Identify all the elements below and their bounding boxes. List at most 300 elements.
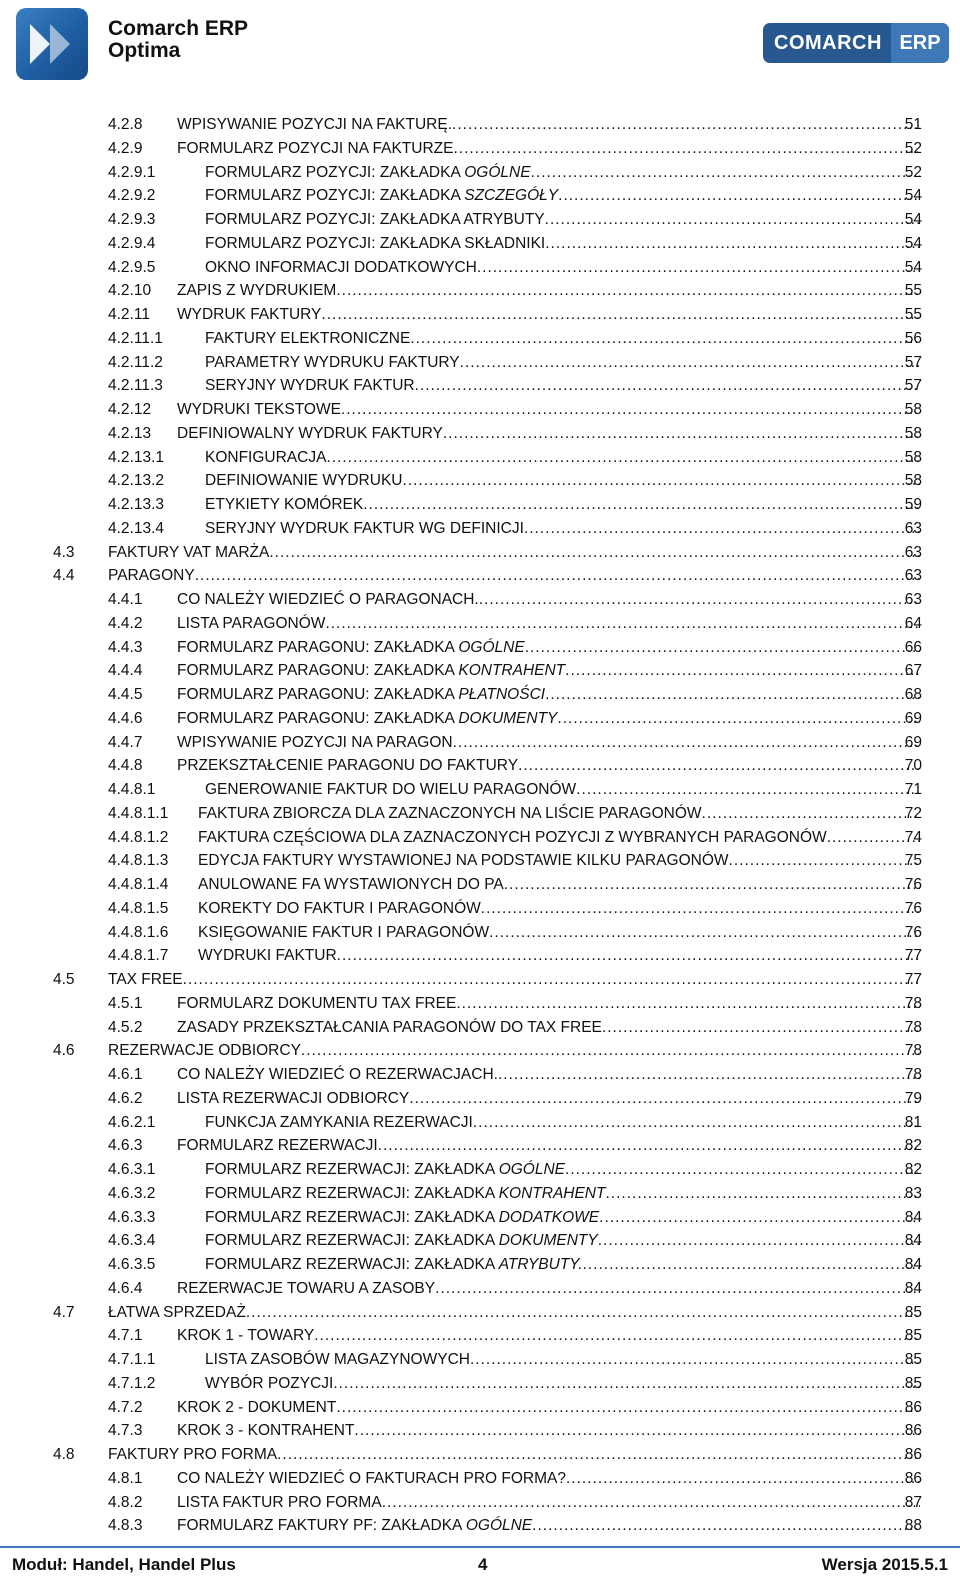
- toc-entry-title-text: FAKTURY VAT MARŻA: [108, 543, 270, 561]
- toc-entry-number: 4.2.12: [108, 401, 152, 418]
- toc-entry[interactable]: [0, 1515, 960, 1537]
- toc-entry-title-wrap: [177, 613, 920, 635]
- toc-entry-title-text: WYDRUK FAKTURY: [177, 306, 322, 323]
- toc-entry[interactable]: [0, 589, 960, 611]
- toc-entry-page: 76: [904, 923, 922, 941]
- toc-entry[interactable]: [0, 1325, 960, 1347]
- toc-entry-page: 76: [904, 899, 922, 917]
- toc-dot-leader: [183, 969, 920, 991]
- toc-entry-title-text: FORMULARZ PARAGONU: ZAKŁADKA: [177, 709, 459, 727]
- toc-entry[interactable]: [0, 898, 960, 920]
- toc-entry-number: 4.3: [53, 543, 75, 561]
- toc-entry[interactable]: [0, 494, 960, 516]
- toc-entry[interactable]: [0, 114, 960, 136]
- toc-entry-page: 54: [904, 234, 922, 252]
- toc-entry-title: [177, 684, 545, 706]
- toc-dot-leader: [336, 1397, 920, 1419]
- toc-entry-title: [205, 1159, 565, 1181]
- toc-dot-leader: [583, 1254, 920, 1276]
- toc-entry-title-wrap: [198, 898, 920, 920]
- chevron-right-icon: [50, 24, 70, 64]
- toc-entry-title-wrap: [177, 589, 920, 611]
- toc-dot-leader: [453, 138, 920, 160]
- toc-dot-leader: [545, 233, 920, 255]
- toc-entry[interactable]: [0, 162, 960, 184]
- toc-entry-number: 4.2.9.1: [108, 163, 156, 181]
- toc-entry-number: 4.2.10: [108, 282, 152, 300]
- toc-entry-number: 4.6.4: [108, 1279, 143, 1297]
- toc-dot-leader: [456, 993, 920, 1015]
- toc-dot-leader: [545, 209, 920, 231]
- toc-entry-page: 63: [904, 519, 922, 537]
- toc-entry-title-wrap: [177, 1420, 920, 1442]
- brand-suffix: ERP: [891, 23, 949, 63]
- toc-entry-title-text: LISTA FAKTUR PRO FORMA: [177, 1493, 382, 1511]
- toc-dot-leader: [314, 1325, 920, 1347]
- toc-entry[interactable]: [0, 755, 960, 777]
- toc-entry-title-text: KONFIGURACJA: [205, 448, 327, 466]
- toc-entry-title-wrap: [205, 1159, 920, 1181]
- toc-entry-title-wrap: [205, 470, 920, 492]
- toc-entry-title: [205, 1349, 470, 1371]
- toc-entry-title-text: LISTA ZASOBÓW MAGAZYNOWYCH: [205, 1351, 470, 1368]
- toc-entry-page: 78: [904, 1066, 922, 1083]
- toc-entry-title-wrap: [177, 684, 920, 706]
- toc-entry[interactable]: [0, 447, 960, 469]
- toc-entry-page: 55: [904, 306, 922, 323]
- toc-entry-page: 76: [904, 876, 922, 893]
- toc-entry-page: 74: [904, 828, 922, 846]
- toc-entry-title: [205, 1112, 473, 1134]
- toc-entry-title-text: FAKTURY ELEKTRONICZNE: [205, 329, 411, 347]
- toc-entry[interactable]: [0, 1112, 960, 1134]
- toc-entry-title: [198, 898, 481, 920]
- toc-entry[interactable]: [0, 1207, 960, 1229]
- toc-entry-page: 82: [904, 1137, 922, 1155]
- toc-entry-title-wrap: [108, 1040, 920, 1062]
- toc-dot-leader: [565, 660, 920, 682]
- toc-dot-leader: [557, 708, 920, 730]
- toc-entry-title: [177, 423, 443, 445]
- toc-entry-number: 4.6.1: [108, 1066, 143, 1083]
- toc-entry-title: [205, 1183, 605, 1205]
- toc-dot-leader: [453, 732, 920, 754]
- toc-entry[interactable]: [0, 209, 960, 231]
- toc-dot-leader: [702, 803, 920, 825]
- toc-entry[interactable]: [0, 1492, 960, 1514]
- toc-entry-title: [177, 1397, 336, 1419]
- toc-entry[interactable]: [0, 1278, 960, 1300]
- toc-entry[interactable]: [0, 1468, 960, 1490]
- toc-entry-number: 4.8.2: [108, 1493, 143, 1511]
- toc-entry[interactable]: [0, 1349, 960, 1371]
- toc-entry-title: [205, 352, 460, 374]
- toc-entry-title-text: PARAMETRY WYDRUKU FAKTURY: [205, 353, 460, 371]
- toc-entry-title-wrap: [205, 257, 920, 279]
- toc-entry-page: 59: [904, 496, 922, 513]
- toc-entry-page: 54: [904, 258, 922, 276]
- toc-entry-title: [198, 803, 702, 825]
- toc-entry[interactable]: [0, 1373, 960, 1395]
- toc-entry-title: [177, 1064, 498, 1086]
- toc-entry-title-wrap: [198, 850, 920, 872]
- toc-entry[interactable]: [0, 375, 960, 397]
- toc-entry-title: [205, 1254, 583, 1276]
- toc-entry-title-wrap: [205, 185, 920, 207]
- toc-entry[interactable]: [0, 874, 960, 896]
- toc-entry-page: 86: [904, 1446, 922, 1463]
- toc-dot-leader: [269, 542, 920, 564]
- toc-entry-title-text: FORMULARZ FAKTURY PF: ZAKŁADKA: [177, 1517, 466, 1535]
- toc-entry-number: 4.6.3.5: [108, 1256, 156, 1273]
- toc-entry-title-wrap: [177, 114, 920, 136]
- footer-version: Wersja 2015.5.1: [821, 1555, 948, 1574]
- toc-entry-number: 4.7: [53, 1303, 75, 1321]
- toc-entry-title-wrap: [177, 1064, 920, 1086]
- toc-entry-page: 85: [904, 1351, 922, 1368]
- toc-entry-title-text: ZAPIS Z WYDRUKIEM: [177, 282, 337, 300]
- toc-dot-leader: [481, 898, 920, 920]
- toc-entry-number: 4.4.8.1.5: [108, 899, 169, 917]
- toc-entry[interactable]: [0, 1302, 960, 1324]
- toc-entry-title-wrap: [205, 1183, 920, 1205]
- toc-entry-page: 75: [904, 852, 922, 870]
- toc-entry-title-wrap: [177, 423, 920, 445]
- toc-entry-number: 4.4.2: [108, 614, 143, 632]
- toc-dot-leader: [325, 613, 920, 635]
- toc-entry[interactable]: [0, 565, 960, 587]
- toc-entry-page: 86: [904, 1469, 922, 1487]
- toc-entry-title-emphasis: OGÓLNE: [458, 638, 525, 656]
- toc-entry-title-wrap: [177, 755, 920, 777]
- toc-dot-leader: [378, 1135, 920, 1157]
- toc-entry[interactable]: [0, 779, 960, 801]
- toc-dot-leader: [498, 1064, 920, 1086]
- toc-entry-title-text: FORMULARZ POZYCJI: ZAKŁADKA SKŁADNIKI: [205, 234, 546, 252]
- toc-entry-title-wrap: [205, 209, 920, 231]
- toc-entry-title-text: CO NALEŻY WIEDZIEĆ O PARAGONACH.: [177, 591, 479, 608]
- toc-entry-title-wrap: [205, 375, 920, 397]
- toc-entry[interactable]: [0, 922, 960, 944]
- toc-entry-number: 4.4: [53, 567, 75, 585]
- toc-entry-title-text: CO NALEŻY WIEDZIEĆ O REZERWACJACH.: [177, 1066, 498, 1083]
- toc-entry-title-wrap: [177, 1088, 920, 1110]
- toc-entry-number: 4.6.2: [108, 1089, 143, 1107]
- toc-entry-title-text: FORMULARZ PARAGONU: ZAKŁADKA: [177, 686, 459, 703]
- toc-entry-title: [205, 1207, 599, 1229]
- toc-entry-number: 4.7.1: [108, 1327, 143, 1345]
- toc-entry-title-emphasis: ATRYBUTY.: [498, 1256, 583, 1273]
- toc-entry-page: 58: [904, 401, 922, 418]
- toc-entry-title: [177, 1325, 314, 1347]
- toc-entry-title: [177, 1278, 435, 1300]
- toc-entry-title-wrap: [198, 874, 920, 896]
- toc-entry-page: 52: [904, 139, 922, 157]
- toc-dot-leader: [402, 470, 920, 492]
- toc-entry-title-text: ZASADY PRZEKSZTAŁCANIA PARAGONÓW DO TAX FREE: [177, 1018, 602, 1036]
- toc-entry-title-wrap: [177, 1397, 920, 1419]
- product-name-line2: Optima: [108, 39, 181, 62]
- toc-entry[interactable]: [0, 138, 960, 160]
- toc-entry[interactable]: [0, 423, 960, 445]
- page-footer: [0, 1552, 960, 1578]
- toc-dot-leader: [566, 1468, 920, 1490]
- toc-entry-title: [198, 850, 729, 872]
- toc-entry[interactable]: [0, 684, 960, 706]
- toc-entry-title: [205, 328, 410, 350]
- toc-entry[interactable]: [0, 993, 960, 1015]
- toc-entry-number: 4.7.1.2: [108, 1374, 156, 1392]
- toc-entry-title-text: SERYJNY WYDRUK FAKTUR WG DEFINICJI: [205, 519, 524, 537]
- toc-entry[interactable]: [0, 304, 960, 326]
- toc-entry-title-wrap: [177, 280, 920, 302]
- toc-entry-page: 64: [904, 614, 922, 632]
- toc-entry[interactable]: [0, 637, 960, 659]
- toc-entry-title: [177, 755, 518, 777]
- toc-entry-title-text: KROK 1 - TOWARY: [177, 1327, 315, 1345]
- toc-dot-leader: [415, 375, 920, 397]
- toc-entry[interactable]: [0, 732, 960, 754]
- toc-dot-leader: [545, 684, 920, 706]
- toc-entry[interactable]: [0, 280, 960, 302]
- toc-entry-title: [177, 993, 456, 1015]
- toc-entry-page: 69: [904, 733, 922, 751]
- footer-module: Moduł: Handel, Handel Plus: [12, 1555, 236, 1574]
- toc-entry-number: 4.4.4: [108, 662, 143, 680]
- toc-dot-leader: [337, 945, 920, 967]
- toc-entry-page: 84: [904, 1208, 922, 1226]
- toc-entry-title-text: FORMULARZ PARAGONU: ZAKŁADKA: [177, 662, 459, 680]
- toc-entry-number: 4.2.11.3: [108, 377, 163, 395]
- toc-entry[interactable]: [0, 1159, 960, 1181]
- toc-entry[interactable]: [0, 1230, 960, 1252]
- toc-entry-title-wrap: [177, 637, 920, 659]
- toc-entry-title-text: KROK 2 - DOKUMENT: [177, 1398, 337, 1416]
- toc-entry-page: 82: [904, 1161, 922, 1178]
- toc-entry[interactable]: [0, 1017, 960, 1039]
- toc-entry-title-text: FORMULARZ REZERWACJI: ZAKŁADKA: [205, 1208, 499, 1226]
- toc-entry-title-text: PRZEKSZTAŁCENIE PARAGONU DO FAKTURY: [177, 757, 519, 775]
- toc-entry-number: 4.2.11.1: [108, 329, 163, 347]
- toc-entry-title-text: FORMULARZ REZERWACJI: ZAKŁADKA: [205, 1256, 499, 1273]
- toc-entry-title-wrap: [205, 1373, 920, 1395]
- toc-entry-title-emphasis: SZCZEGÓŁY: [464, 187, 559, 205]
- toc-entry-title-wrap: [205, 1230, 920, 1252]
- toc-entry[interactable]: [0, 518, 960, 540]
- toc-entry-number: 4.6.2.1: [108, 1113, 156, 1131]
- toc-entry-title: [177, 1468, 566, 1490]
- toc-entry-number: 4.2.13.4: [108, 519, 165, 537]
- toc-entry-title-wrap: [205, 1112, 920, 1134]
- toc-dot-leader: [321, 304, 920, 326]
- toc-entry-title: [177, 660, 565, 682]
- toc-entry[interactable]: [0, 1444, 960, 1466]
- toc-entry-title: [205, 1230, 598, 1252]
- toc-entry-page: 87: [904, 1493, 922, 1511]
- toc-entry-page: 77: [904, 971, 922, 988]
- toc-entry-title: [177, 114, 452, 136]
- toc-entry-title: [177, 399, 341, 421]
- toc-entry-title: [205, 447, 326, 469]
- toc-entry-title-text: FORMULARZ PARAGONU: ZAKŁADKA: [177, 638, 459, 656]
- toc-entry[interactable]: [0, 470, 960, 492]
- footer-page-number: 4: [478, 1555, 488, 1574]
- toc-entry[interactable]: [0, 233, 960, 255]
- footer-divider: [0, 1546, 960, 1548]
- comarch-erp-optima-logo: [16, 8, 88, 80]
- toc-entry-number: 4.4.8.1.4: [108, 876, 169, 893]
- toc-entry-title: [205, 779, 576, 801]
- toc-entry-title-wrap: [177, 1325, 920, 1347]
- toc-dot-leader: [729, 850, 920, 872]
- toc-dot-leader: [576, 779, 920, 801]
- toc-entry[interactable]: [0, 969, 960, 991]
- toc-entry-title-text: FAKTURA ZBIORCZA DLA ZAZNACZONYCH NA LIŚCIE PARAGONÓW: [198, 804, 702, 822]
- toc-entry-number: 4.2.9.5: [108, 258, 156, 276]
- toc-entry-page: 78: [904, 994, 922, 1012]
- toc-entry-number: 4.4.6: [108, 709, 143, 727]
- toc-entry-number: 4.4.5: [108, 686, 143, 703]
- toc-entry[interactable]: [0, 1420, 960, 1442]
- toc-dot-leader: [473, 1112, 920, 1134]
- toc-entry[interactable]: [0, 1040, 960, 1062]
- comarch-erp-brand-logo: [763, 23, 949, 63]
- toc-entry-page: 51: [904, 116, 922, 133]
- toc-entry-title-text: FORMULARZ POZYCJI NA FAKTURZE: [177, 139, 454, 157]
- toc-dot-leader: [443, 423, 920, 445]
- toc-entry[interactable]: [0, 257, 960, 279]
- toc-dot-leader: [531, 162, 920, 184]
- toc-entry[interactable]: [0, 328, 960, 350]
- toc-entry-number: 4.4.3: [108, 638, 143, 656]
- toc-entry-title-text: FORMULARZ POZYCJI: ZAKŁADKA: [205, 163, 465, 181]
- toc-entry[interactable]: [0, 850, 960, 872]
- toc-entry-title: [177, 708, 557, 730]
- product-name-line1: Comarch ERP: [108, 17, 249, 40]
- toc-entry-page: 57: [904, 353, 922, 371]
- toc-entry-title-wrap: [177, 708, 920, 730]
- toc-entry-number: 4.7.2: [108, 1398, 143, 1416]
- toc-entry[interactable]: [0, 352, 960, 374]
- toc-dot-leader: [470, 1349, 920, 1371]
- toc-entry[interactable]: [0, 1064, 960, 1086]
- toc-entry-title-wrap: [205, 447, 920, 469]
- toc-entry-title-wrap: [205, 1207, 920, 1229]
- toc-entry-title-text: KSIĘGOWANIE FAKTUR I PARAGONÓW: [198, 923, 490, 941]
- toc-dot-leader: [524, 518, 920, 540]
- toc-dot-leader: [336, 280, 920, 302]
- toc-entry-title-text: FORMULARZ POZYCJI: ZAKŁADKA ATRYBUTY: [205, 211, 545, 228]
- toc-entry-title-emphasis: OGÓLNE: [464, 163, 531, 181]
- toc-entry-number: 4.6.3.4: [108, 1232, 156, 1250]
- toc-entry-title: [205, 162, 531, 184]
- toc-entry-number: 4.2.11.2: [108, 353, 163, 371]
- toc-entry-number: 4.5.1: [108, 994, 143, 1012]
- toc-entry-title-text: FORMULARZ REZERWACJI: ZAKŁADKA: [205, 1184, 499, 1202]
- toc-entry-title-text: REZERWACJE ODBIORCY: [108, 1042, 301, 1060]
- toc-dot-leader: [479, 589, 920, 611]
- toc-entry[interactable]: [0, 1397, 960, 1419]
- toc-entry-title-text: WPISYWANIE POZYCJI NA FAKTURĘ.: [177, 116, 453, 133]
- toc-entry[interactable]: [0, 185, 960, 207]
- toc-entry-title-text: SERYJNY WYDRUK FAKTUR: [205, 377, 415, 395]
- toc-entry[interactable]: [0, 1254, 960, 1276]
- toc-entry-title: [205, 185, 558, 207]
- toc-entry-number: 4.7.3: [108, 1422, 143, 1440]
- toc-entry-title: [177, 613, 325, 635]
- toc-entry-title-text: ANULOWANE FA WYSTAWIONYCH DO PA: [198, 876, 504, 893]
- toc-entry-title-wrap: [205, 328, 920, 350]
- toc-entry-page: 58: [904, 448, 922, 466]
- toc-dot-leader: [363, 494, 920, 516]
- toc-entry-title-text: FORMULARZ REZERWACJI: [177, 1137, 378, 1155]
- toc-entry[interactable]: [0, 660, 960, 682]
- toc-entry-title-emphasis: OGÓLNE: [465, 1517, 533, 1535]
- toc-entry-title-wrap: [177, 1515, 920, 1537]
- toc-dot-leader: [525, 637, 920, 659]
- toc-entry-number: 4.2.13.2: [108, 472, 165, 490]
- toc-entry-title-text: LISTA REZERWACJI ODBIORCY: [177, 1089, 410, 1107]
- toc-entry-title-wrap: [198, 827, 920, 849]
- toc-entry-title: [198, 827, 827, 849]
- toc-entry-number: 4.4.8.1.3: [108, 852, 169, 870]
- toc-entry-title-wrap: [177, 1017, 920, 1039]
- toc-entry-number: 4.2.11: [108, 306, 150, 323]
- toc-entry-page: 84: [904, 1256, 922, 1273]
- toc-dot-leader: [518, 755, 920, 777]
- toc-entry[interactable]: [0, 945, 960, 967]
- toc-entry[interactable]: [0, 1135, 960, 1157]
- toc-entry[interactable]: [0, 613, 960, 635]
- toc-entry[interactable]: [0, 803, 960, 825]
- toc-dot-leader: [558, 185, 920, 207]
- toc-entry-title: [177, 589, 479, 611]
- toc-entry-title-wrap: [177, 138, 920, 160]
- toc-entry-title-wrap: [177, 1492, 920, 1514]
- toc-entry-page: 67: [904, 662, 922, 680]
- toc-entry-page: 85: [904, 1327, 922, 1345]
- toc-entry-title-text: ETYKIETY KOMÓREK: [205, 496, 364, 513]
- toc-entry-title: [198, 945, 337, 967]
- toc-dot-leader: [246, 1302, 920, 1324]
- toc-dot-leader: [409, 1088, 920, 1110]
- toc-entry-title-wrap: [108, 565, 920, 587]
- toc-entry-title: [205, 233, 545, 255]
- toc-entry[interactable]: [0, 708, 960, 730]
- toc-entry[interactable]: [0, 827, 960, 849]
- toc-entry-page: 72: [904, 804, 922, 822]
- toc-entry[interactable]: [0, 399, 960, 421]
- toc-entry-title-text: CO NALEŻY WIEDZIEĆ O FAKTURACH PRO FORMA?: [177, 1469, 566, 1487]
- toc-entry-page: 63: [904, 543, 922, 561]
- toc-dot-leader: [477, 257, 920, 279]
- toc-dot-leader: [195, 565, 920, 587]
- toc-entry-title: [205, 375, 415, 397]
- toc-entry-number: 4.2.13.1: [108, 448, 165, 466]
- toc-entry-page: 78: [904, 1018, 922, 1036]
- toc-entry-page: 55: [904, 282, 922, 300]
- toc-entry[interactable]: [0, 542, 960, 564]
- toc-entry[interactable]: [0, 1088, 960, 1110]
- brand-name: COMARCH: [774, 31, 882, 54]
- toc-entry-number: 4.6.3.3: [108, 1208, 156, 1226]
- toc-entry-page: 69: [904, 709, 922, 727]
- toc-entry[interactable]: [0, 1183, 960, 1205]
- toc-entry-title-emphasis: DOKUMENTY: [498, 1232, 598, 1250]
- toc-dot-leader: [598, 1230, 920, 1252]
- toc-entry-page: 57: [904, 377, 922, 395]
- toc-entry-title: [177, 1515, 532, 1537]
